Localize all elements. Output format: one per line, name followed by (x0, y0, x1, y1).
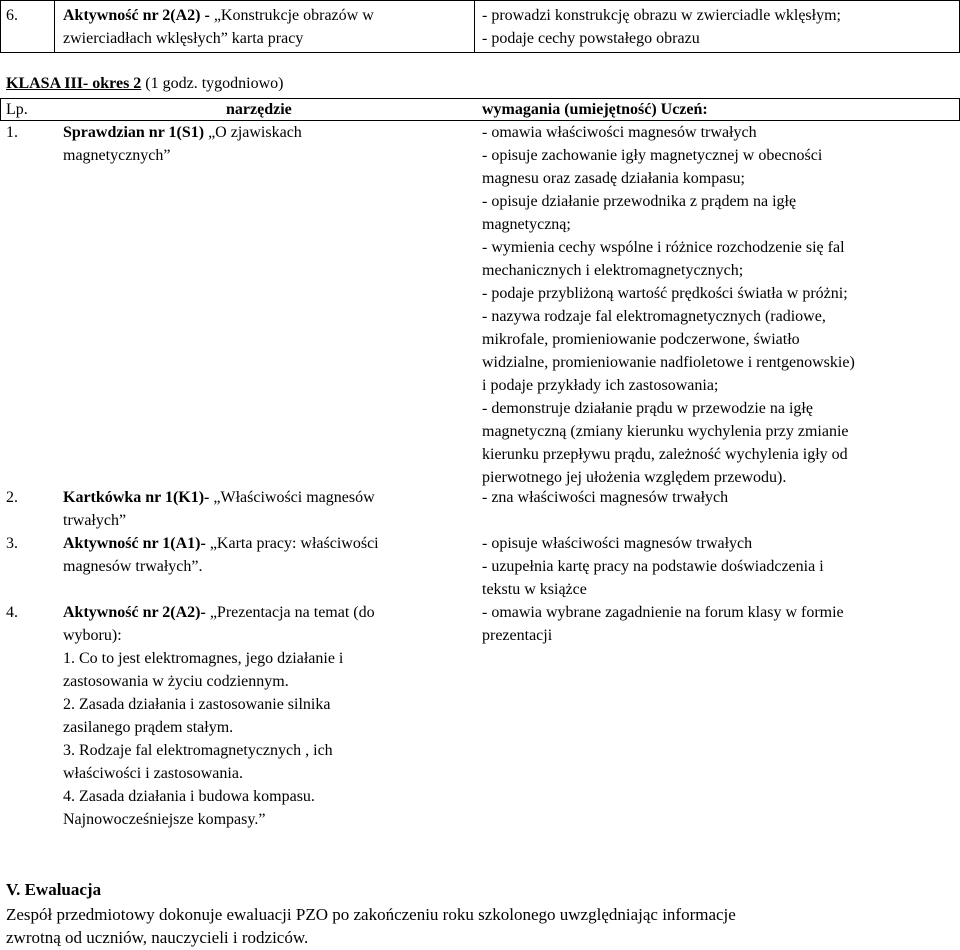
requirement-line: - demonstruje działanie prądu w przewodzie na igłę (482, 400, 813, 417)
tool-text: „Właściwości magnesów (209, 489, 375, 506)
requirement-line: widzialne, promieniowanie nadfioletowe i rentgenowskie) (482, 354, 855, 371)
tool-text: zwierciadłach wklęsłych” karta pracy (63, 30, 304, 47)
row-number: 2. (6, 489, 18, 506)
class-heading (6, 72, 284, 95)
tool-text: 4. Zasada działania i budowa kompasu. (63, 788, 315, 805)
requirement-line: mikrofale, promieniowanie podczerwone, światło (482, 331, 800, 348)
tool-title: Aktywność nr 1(A1)- (63, 535, 206, 552)
tool-text: właściwości i zastosowania. (63, 765, 243, 782)
tool-cell (63, 121, 302, 167)
requirements-cell (482, 121, 855, 489)
requirement-line: - nazywa rodzaje fal elektromagnetycznych (radiowe, (482, 308, 826, 325)
tool-cell (63, 486, 375, 532)
requirement-line: magnesu oraz zasadę działania kompasu; (482, 170, 745, 187)
tool-text: wyboru): (63, 627, 122, 644)
rule (0, 0, 1, 53)
requirement-line: - zna właściwości magnesów trwałych (482, 489, 729, 506)
requirement-line: mechanicznych i elektromagnetycznych; (482, 262, 744, 279)
row-number: 4. (6, 604, 18, 621)
tool-text: Najnowocześniejsze kompasy.” (63, 811, 266, 828)
tool-text: „Konstrukcje obrazów w (209, 7, 374, 24)
tool-text: 3. Rodzaje fal elektromagnetycznych , ich (63, 742, 333, 759)
evaluation-line: zwrotną od uczniów, nauczycieli i rodziców. (6, 928, 309, 947)
tool-title: Aktywność nr 2(A2) - (63, 7, 210, 24)
tool-title: Aktywność nr 2(A2)- (63, 604, 206, 621)
requirement-line: - opisuje zachowanie igły magnetycznej w obecności (482, 147, 823, 164)
requirements-cell (482, 4, 952, 50)
tool-text: 2. Zasada działania i zastosowanie silnika (63, 696, 331, 713)
rule (0, 52, 960, 53)
requirements-cell (482, 532, 824, 601)
tool-text: „Prezentacja na temat (do (205, 604, 375, 621)
requirements-cell (482, 486, 728, 509)
tool-text: magnesów trwałych”. (63, 558, 203, 575)
tool-text: „Karta pracy: właściwości (205, 535, 379, 552)
requirement-line: magnetyczną; (482, 216, 571, 233)
rule (54, 0, 55, 53)
requirement-line: - prowadzi konstrukcję obrazu w zwierciadle wklęsłym; (482, 7, 841, 24)
tool-text: zastosowania w życiu codziennym. (63, 673, 289, 690)
requirement-line: prezentacji (482, 627, 553, 644)
row-number: 1. (6, 124, 18, 141)
requirement-line: - uzupełnia kartę pracy na podstawie doświadczenia i (482, 558, 824, 575)
requirement-line: - podaje cechy powstałego obrazu (482, 30, 700, 47)
rule (474, 0, 475, 53)
tool-title: Kartkówka nr 1(K1)- (63, 489, 210, 506)
requirement-line: - opisuje działanie przewodnika z prądem na igłę (482, 193, 797, 210)
tool-title: Sprawdzian nr 1(S1) (63, 124, 205, 141)
column-header-requirements: wymagania (umiejętność) Uczeń: (482, 101, 708, 118)
class-hours: (1 godz. tygodniowo) (141, 75, 284, 92)
requirement-line: i podaje przykłady ich zastosowania; (482, 377, 719, 394)
row-number: 6. (6, 7, 18, 24)
tool-cell (63, 532, 379, 578)
requirement-line: - podaje przybliżoną wartość prędkości światła w próżni; (482, 285, 848, 302)
tool-text: 1. Co to jest elektromagnes, jego działanie i (63, 650, 344, 667)
class-title: KLASA III- okres 2 (6, 75, 142, 92)
evaluation-line: Zespół przedmiotowy dokonuje ewaluacji PZO po zakończeniu roku szkolonego uwzględniając informacje (6, 905, 736, 924)
requirement-line: - opisuje właściwości magnesów trwałych (482, 535, 753, 552)
tool-cell (63, 4, 468, 50)
requirement-line: kierunku przepływu prądu, zależność wychylenia igły od (482, 446, 848, 463)
column-header-tool: narzędzie (226, 101, 292, 118)
column-header-lp: Lp. (6, 101, 28, 118)
requirements-cell (482, 601, 844, 647)
requirement-line: magnetyczną (zmiany kierunku wychylenia przy zmianie (482, 423, 849, 440)
requirement-line: - omawia wybrane zagadnienie na forum klasy w formie (482, 604, 844, 621)
row-number: 3. (6, 535, 18, 552)
tool-text: trwałych” (63, 512, 127, 529)
tool-text: „O zjawiskach (204, 124, 302, 141)
tool-text: zasilanego prądem stałym. (63, 719, 234, 736)
evaluation-text (6, 903, 736, 949)
requirement-line: pierwotnego jej ułożenia względem przewodu). (482, 469, 787, 486)
rule (0, 98, 960, 99)
requirement-line: - omawia właściwości magnesów trwałych (482, 124, 757, 141)
requirement-line: tekstu w książce (482, 581, 587, 598)
rule (0, 98, 1, 121)
tool-text: magnetycznych” (63, 147, 171, 164)
requirement-line: - wymienia cechy wspólne i różnice rozchodzenie się fal (482, 239, 845, 256)
evaluation-heading: V. Ewaluacja (6, 880, 102, 899)
tool-cell (63, 601, 375, 831)
rule (0, 0, 960, 1)
